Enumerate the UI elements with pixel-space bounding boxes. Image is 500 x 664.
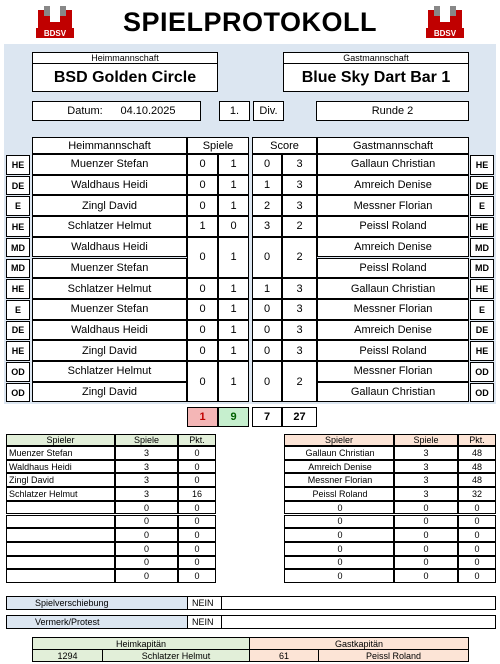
match-home-games: 0 (187, 195, 218, 216)
home-team-name: BSD Golden Circle (32, 63, 218, 92)
match-away-score: 2 (282, 361, 317, 402)
match-type-away: E (470, 196, 494, 216)
away-captain-name: Peissl Roland (318, 649, 469, 662)
match-home-games: 1 (187, 216, 218, 237)
match-home-player: Zingl David (32, 382, 187, 403)
player-games: 3 (115, 460, 178, 474)
date-box (32, 101, 201, 121)
match-home-games: 0 (187, 154, 218, 175)
match-home-games: 0 (187, 175, 218, 196)
match-home-player: Muenzer Stefan (32, 154, 187, 175)
match-away-games: 1 (218, 237, 249, 278)
total-away-games: 9 (218, 407, 249, 427)
match-type-away: DE (470, 176, 494, 196)
home-players-table (6, 434, 216, 589)
match-type-home: OD (6, 383, 30, 403)
player-name: Zingl David (6, 473, 115, 487)
match-home-score: 1 (252, 175, 282, 196)
match-type-away: HE (470, 341, 494, 361)
player-games: 0 (115, 556, 178, 570)
match-type-home: DE (6, 321, 30, 341)
bdsv-logo-left (34, 4, 76, 40)
match-away-games: 1 (218, 340, 249, 361)
player-games: 0 (394, 569, 458, 583)
match-away-score: 3 (282, 320, 317, 341)
match-home-games: 0 (187, 361, 218, 402)
match-away-games: 1 (218, 299, 249, 320)
players-header-name: Spieler (284, 434, 394, 446)
division-label: Div. (253, 101, 284, 121)
logo-text: BDSV (433, 28, 457, 38)
match-home-score: 0 (252, 340, 282, 361)
match-away-score: 3 (282, 278, 317, 299)
total-away-score: 27 (282, 407, 317, 427)
match-home-player: Waldhaus Heidi (32, 175, 187, 196)
total-home-games: 1 (187, 407, 218, 427)
player-games: 0 (115, 515, 178, 529)
match-type-away: HE (470, 155, 494, 175)
match-header-home: Heimmannschaft (32, 137, 187, 154)
player-points: 0 (178, 460, 216, 474)
match-type-home: MD (6, 238, 30, 258)
player-games: 3 (115, 473, 178, 487)
player-games: 3 (394, 460, 458, 474)
match-away-games: 1 (218, 320, 249, 341)
match-home-score: 0 (252, 237, 282, 278)
protest-value: NEIN (187, 616, 221, 628)
logo-text: BDSV (43, 28, 67, 38)
away-team-label: Gastmannschaft (283, 52, 469, 64)
match-home-player: Waldhaus Heidi (32, 320, 187, 341)
match-home-player: Zingl David (32, 340, 187, 361)
players-header-points: Pkt. (458, 434, 496, 446)
match-away-player: Messner Florian (317, 361, 469, 382)
match-home-player: Schlatzer Helmut (32, 278, 187, 299)
player-points: 0 (458, 528, 496, 542)
match-away-player: Amreich Denise (317, 175, 469, 196)
player-points: 48 (458, 460, 496, 474)
match-home-games: 0 (187, 320, 218, 341)
match-away-score: 3 (282, 154, 317, 175)
match-type-home: HE (6, 217, 30, 237)
player-points: 0 (458, 542, 496, 556)
player-games: 0 (394, 515, 458, 529)
match-away-games: 1 (218, 154, 249, 175)
match-away-score: 3 (282, 299, 317, 320)
match-away-games: 1 (218, 175, 249, 196)
match-home-games: 0 (187, 299, 218, 320)
match-table (4, 137, 496, 403)
player-name: Schlatzer Helmut (6, 487, 115, 501)
player-name (6, 542, 115, 556)
home-team-label: Heimmannschaft (32, 52, 218, 64)
away-captain-id: 61 (249, 649, 319, 662)
player-games: 3 (394, 487, 458, 501)
player-name: 0 (284, 556, 394, 570)
players-header-games: Spiele (394, 434, 458, 446)
match-away-score: 3 (282, 195, 317, 216)
total-home-score: 7 (252, 407, 282, 427)
player-games: 3 (394, 473, 458, 487)
player-name: Muenzer Stefan (6, 446, 115, 460)
match-home-score: 3 (252, 216, 282, 237)
player-points: 0 (458, 556, 496, 570)
player-games: 3 (115, 487, 178, 501)
player-points: 0 (458, 515, 496, 529)
match-home-player: Muenzer Stefan (32, 299, 187, 320)
player-games: 0 (115, 542, 178, 556)
player-name (6, 569, 115, 583)
match-away-games: 1 (218, 278, 249, 299)
player-points: 0 (178, 515, 216, 529)
home-captain-id: 1294 (32, 649, 103, 662)
match-type-home: OD (6, 362, 30, 382)
match-type-home: E (6, 300, 30, 320)
date-value: 04.10.2025 (120, 105, 176, 117)
away-captain-label: Gastkapitän (249, 637, 469, 650)
date-label: Datum: (67, 105, 103, 117)
away-players-table (284, 434, 496, 589)
match-home-games: 0 (187, 340, 218, 361)
match-away-score: 3 (282, 175, 317, 196)
protest-label: Vermerk/Protest (7, 616, 187, 628)
players-header-games: Spiele (115, 434, 178, 446)
match-away-player: Peissl Roland (317, 258, 469, 279)
player-points: 0 (178, 542, 216, 556)
player-games: 0 (394, 528, 458, 542)
match-home-score: 2 (252, 195, 282, 216)
match-header-spiele: Spiele (187, 137, 249, 154)
player-name: 0 (284, 528, 394, 542)
match-header-score: Score (252, 137, 317, 154)
match-type-away: HE (470, 279, 494, 299)
match-home-player: Schlatzer Helmut (32, 216, 187, 237)
player-points: 0 (178, 473, 216, 487)
match-type-away: DE (470, 321, 494, 341)
match-away-player: Gallaun Christian (317, 154, 469, 175)
match-away-player: Gallaun Christian (317, 278, 469, 299)
postponement-value: NEIN (187, 597, 221, 609)
player-points: 0 (458, 501, 496, 515)
player-name: Amreich Denise (284, 460, 394, 474)
match-type-away: MD (470, 238, 494, 258)
player-name: Peissl Roland (284, 487, 394, 501)
player-points: 0 (178, 528, 216, 542)
player-games: 0 (394, 501, 458, 515)
match-away-player: Gallaun Christian (317, 382, 469, 403)
match-type-home: E (6, 196, 30, 216)
match-home-player: Waldhaus Heidi (32, 237, 187, 258)
player-games: 0 (115, 569, 178, 583)
match-type-home: HE (6, 155, 30, 175)
match-home-score: 0 (252, 361, 282, 402)
match-away-games: 1 (218, 361, 249, 402)
player-points: 16 (178, 487, 216, 501)
match-away-games: 1 (218, 195, 249, 216)
match-away-player: Peissl Roland (317, 216, 469, 237)
bdsv-logo-right (424, 4, 466, 40)
match-away-games: 0 (218, 216, 249, 237)
match-away-player: Amreich Denise (317, 237, 469, 258)
match-type-home: MD (6, 259, 30, 279)
player-points: 48 (458, 473, 496, 487)
player-points: 0 (458, 569, 496, 583)
match-away-score: 3 (282, 340, 317, 361)
match-away-player: Messner Florian (317, 299, 469, 320)
postponement-row (6, 596, 496, 610)
player-points: 0 (178, 501, 216, 515)
match-away-score: 2 (282, 216, 317, 237)
match-home-score: 0 (252, 320, 282, 341)
player-name: Waldhaus Heidi (6, 460, 115, 474)
match-type-away: OD (470, 383, 494, 403)
match-type-home: HE (6, 341, 30, 361)
player-games: 0 (394, 542, 458, 556)
player-games: 3 (394, 446, 458, 460)
player-points: 0 (178, 556, 216, 570)
match-header-away: Gastmannschaft (317, 137, 469, 154)
match-away-player: Amreich Denise (317, 320, 469, 341)
match-home-games: 0 (187, 237, 218, 278)
match-type-away: HE (470, 217, 494, 237)
player-name: 0 (284, 542, 394, 556)
home-captain-label: Heimkapitän (32, 637, 250, 650)
match-type-away: OD (470, 362, 494, 382)
player-games: 0 (394, 556, 458, 570)
player-points: 0 (178, 446, 216, 460)
player-name: 0 (284, 515, 394, 529)
player-games: 0 (115, 528, 178, 542)
player-name: 0 (284, 569, 394, 583)
player-games: 0 (115, 501, 178, 515)
player-name: Messner Florian (284, 473, 394, 487)
match-home-player: Muenzer Stefan (32, 258, 187, 279)
match-home-score: 1 (252, 278, 282, 299)
players-header-name: Spieler (6, 434, 115, 446)
away-team-name: Blue Sky Dart Bar 1 (283, 63, 469, 92)
player-points: 32 (458, 487, 496, 501)
player-points: 0 (178, 569, 216, 583)
player-games: 3 (115, 446, 178, 460)
postponement-label: Spielverschiebung (7, 597, 187, 609)
division-number: 1. (219, 101, 250, 121)
player-points: 48 (458, 446, 496, 460)
match-type-home: HE (6, 279, 30, 299)
match-home-games: 0 (187, 278, 218, 299)
match-type-away: MD (470, 259, 494, 279)
player-name: Gallaun Christian (284, 446, 394, 460)
match-away-score: 2 (282, 237, 317, 278)
match-type-away: E (470, 300, 494, 320)
home-captain-name: Schlatzer Helmut (102, 649, 250, 662)
match-home-player: Zingl David (32, 195, 187, 216)
player-name (6, 528, 115, 542)
match-away-player: Messner Florian (317, 195, 469, 216)
match-type-home: DE (6, 176, 30, 196)
protest-row (6, 615, 496, 629)
player-name: 0 (284, 501, 394, 515)
round-box: Runde 2 (316, 101, 469, 121)
page-title: SPIELPROTOKOLL (122, 6, 378, 37)
player-name (6, 501, 115, 515)
match-home-player: Schlatzer Helmut (32, 361, 187, 382)
player-name (6, 515, 115, 529)
match-home-score: 0 (252, 154, 282, 175)
match-home-score: 0 (252, 299, 282, 320)
player-name (6, 556, 115, 570)
players-header-points: Pkt. (178, 434, 216, 446)
match-away-player: Peissl Roland (317, 340, 469, 361)
